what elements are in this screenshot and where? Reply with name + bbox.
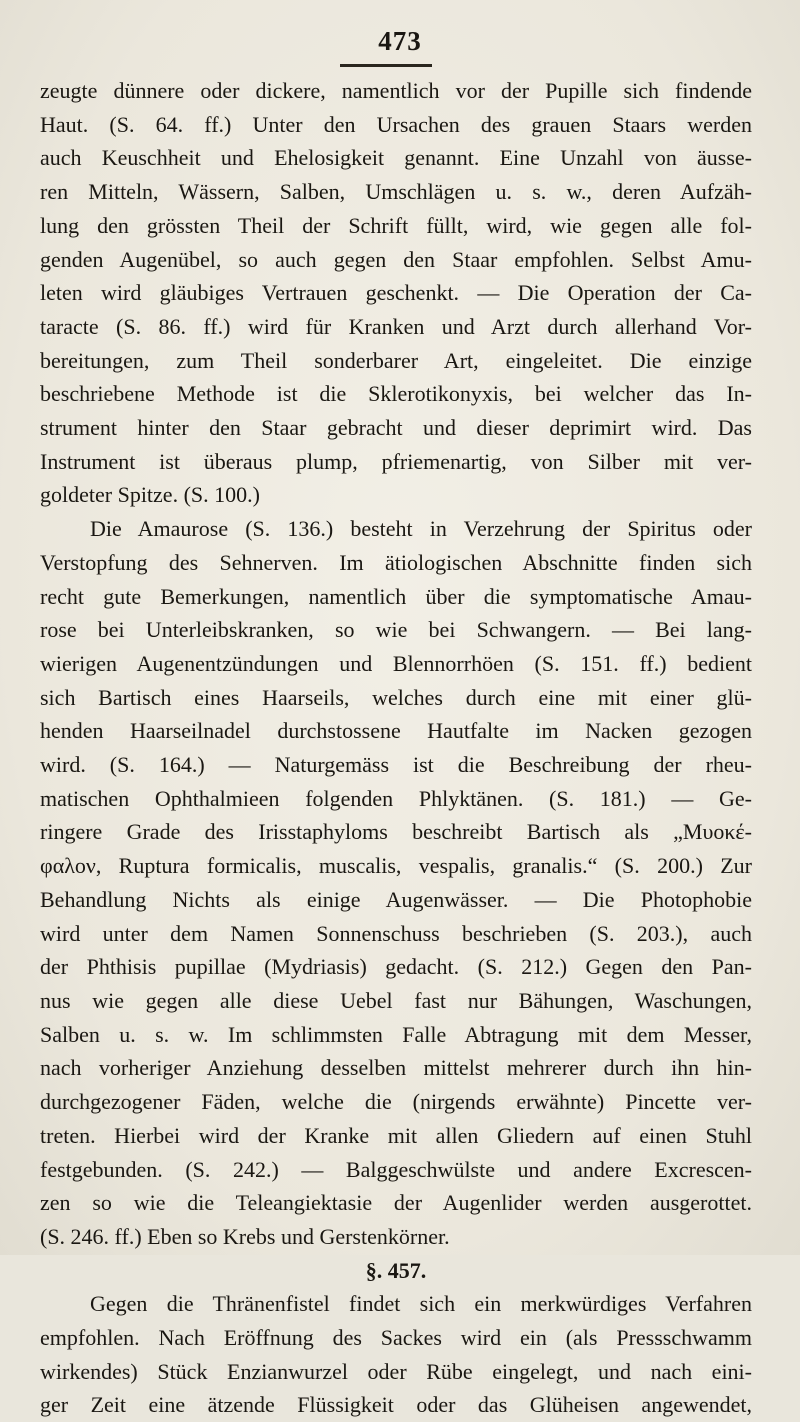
text-line: lung den grössten Theil der Schrift füllt, wird, wie gegen alle fol- <box>40 212 752 238</box>
text-line: nach vorheriger Anziehung desselben mittelst mehrerer durch ihn hin- <box>40 1055 752 1081</box>
section-heading: §. 457. <box>365 1257 427 1283</box>
text-line: nus wie gegen alle diese Uebel fast nur Bähungen, Waschungen, <box>40 987 752 1013</box>
page-number: 473 <box>378 26 422 56</box>
text-line: φαλον, Ruptura formicalis, muscalis, vespalis, granalis.“ (S. 200.) Zur <box>40 853 752 879</box>
text-line: zeugte dünnere oder dickere, namentlich vor der Pupille sich findende <box>40 78 752 103</box>
text-line: wirkendes) Stück Enzianwurzel oder Rübe eingelegt, und nach eini- <box>40 1358 752 1384</box>
text-line: ger Zeit eine ätzende Flüssigkeit oder das Glüheisen angewendet, <box>40 1392 752 1418</box>
text-line: empfohlen. Nach Eröffnung des Sackes wird ein (als Pressschwamm <box>40 1325 752 1351</box>
text-line: auch Keuschheit und Ehelosigkeit genannt. Eine Unzahl von äusse- <box>40 145 752 171</box>
text-line: sich Bartisch eines Haarseils, welches durch eine mit einer glü- <box>40 684 752 710</box>
text-line: der Phthisis pupillae (Mydriasis) gedacht. (S. 212.) Gegen den Pan- <box>40 954 752 980</box>
text-line: beschriebene Methode ist die Sklerotikonyxis, bei welcher das In- <box>40 381 752 407</box>
text-line: treten. Hierbei wird der Kranke mit allen Gliedern auf einen Stuhl <box>40 1122 752 1148</box>
text-line: leten wird gläubiges Vertrauen geschenkt. — Die Operation der Ca- <box>40 280 752 306</box>
text-line: Gegen die Thränenfistel findet sich ein merkwürdiges Verfahren <box>90 1291 752 1317</box>
text-line: Verstopfung des Sehnerven. Im ätiologischen Abschnitte finden sich <box>40 549 752 575</box>
text-line: matischen Ophthalmieen folgenden Phlyktänen. (S. 181.) — Ge- <box>40 785 752 811</box>
text-line: strument hinter den Staar gebracht und dieser deprimirt wird. Das <box>40 415 752 441</box>
text-line: henden Haarseilnadel durchstossene Hautfalte im Nacken gezogen <box>40 718 752 744</box>
text-line: Die Amaurose (S. 136.) besteht in Verzehrung der Spiritus oder <box>90 516 752 542</box>
text-line: zen so wie die Teleangiektasie der Augenlider werden ausgerottet. <box>40 1190 752 1216</box>
body-text <box>40 74 752 1422</box>
text-line: bereitungen, zum Theil sonderbarer Art, eingeleitet. Die einzige <box>40 347 752 373</box>
text-line: festgebunden. (S. 242.) — Balggeschwülste und andere Excrescen- <box>40 1156 752 1182</box>
text-line: rose bei Unterleibskranken, so wie bei Schwangern. — Bei lang- <box>40 617 752 643</box>
text-line: goldeter Spitze. (S. 100.) <box>40 482 260 508</box>
header-rule <box>340 64 432 67</box>
text-line: wierigen Augenentzündungen und Blennorrhöen (S. 151. ff.) bedient <box>40 650 752 676</box>
text-line: wird. (S. 164.) — Naturgemäss ist die Beschreibung der rheu- <box>40 752 752 778</box>
text-line: Instrument ist überaus plump, pfriemenartig, von Silber mit ver- <box>40 448 752 474</box>
text-line: recht gute Bemerkungen, namentlich über die symptomatische Amau- <box>40 583 752 609</box>
text-line: genden Augenübel, so auch gegen den Staar empfohlen. Selbst Amu- <box>40 246 752 272</box>
text-line: ringere Grade des Irisstaphyloms beschreibt Bartisch als „Μυοκέ- <box>40 819 752 845</box>
text-line: taracte (S. 86. ff.) wird für Kranken und Arzt durch allerhand Vor- <box>40 313 752 339</box>
text-line: wird unter dem Namen Sonnenschuss beschrieben (S. 203.), auch <box>40 920 752 946</box>
text-line: (S. 246. ff.) Eben so Krebs und Gerstenkörner. <box>40 1223 450 1249</box>
text-line: Salben u. s. w. Im schlimmsten Falle Abtragung mit dem Messer, <box>40 1021 752 1047</box>
text-line: Behandlung Nichts als einige Augenwässer. — Die Photophobie <box>40 886 752 912</box>
text-line: ren Mitteln, Wässern, Salben, Umschlägen u. s. w., deren Aufzäh- <box>40 179 752 205</box>
text-line: durchgezogener Fäden, welche die (nirgends erwähnte) Pincette ver- <box>40 1089 752 1115</box>
text-line: Haut. (S. 64. ff.) Unter den Ursachen des grauen Staars werden <box>40 111 752 137</box>
